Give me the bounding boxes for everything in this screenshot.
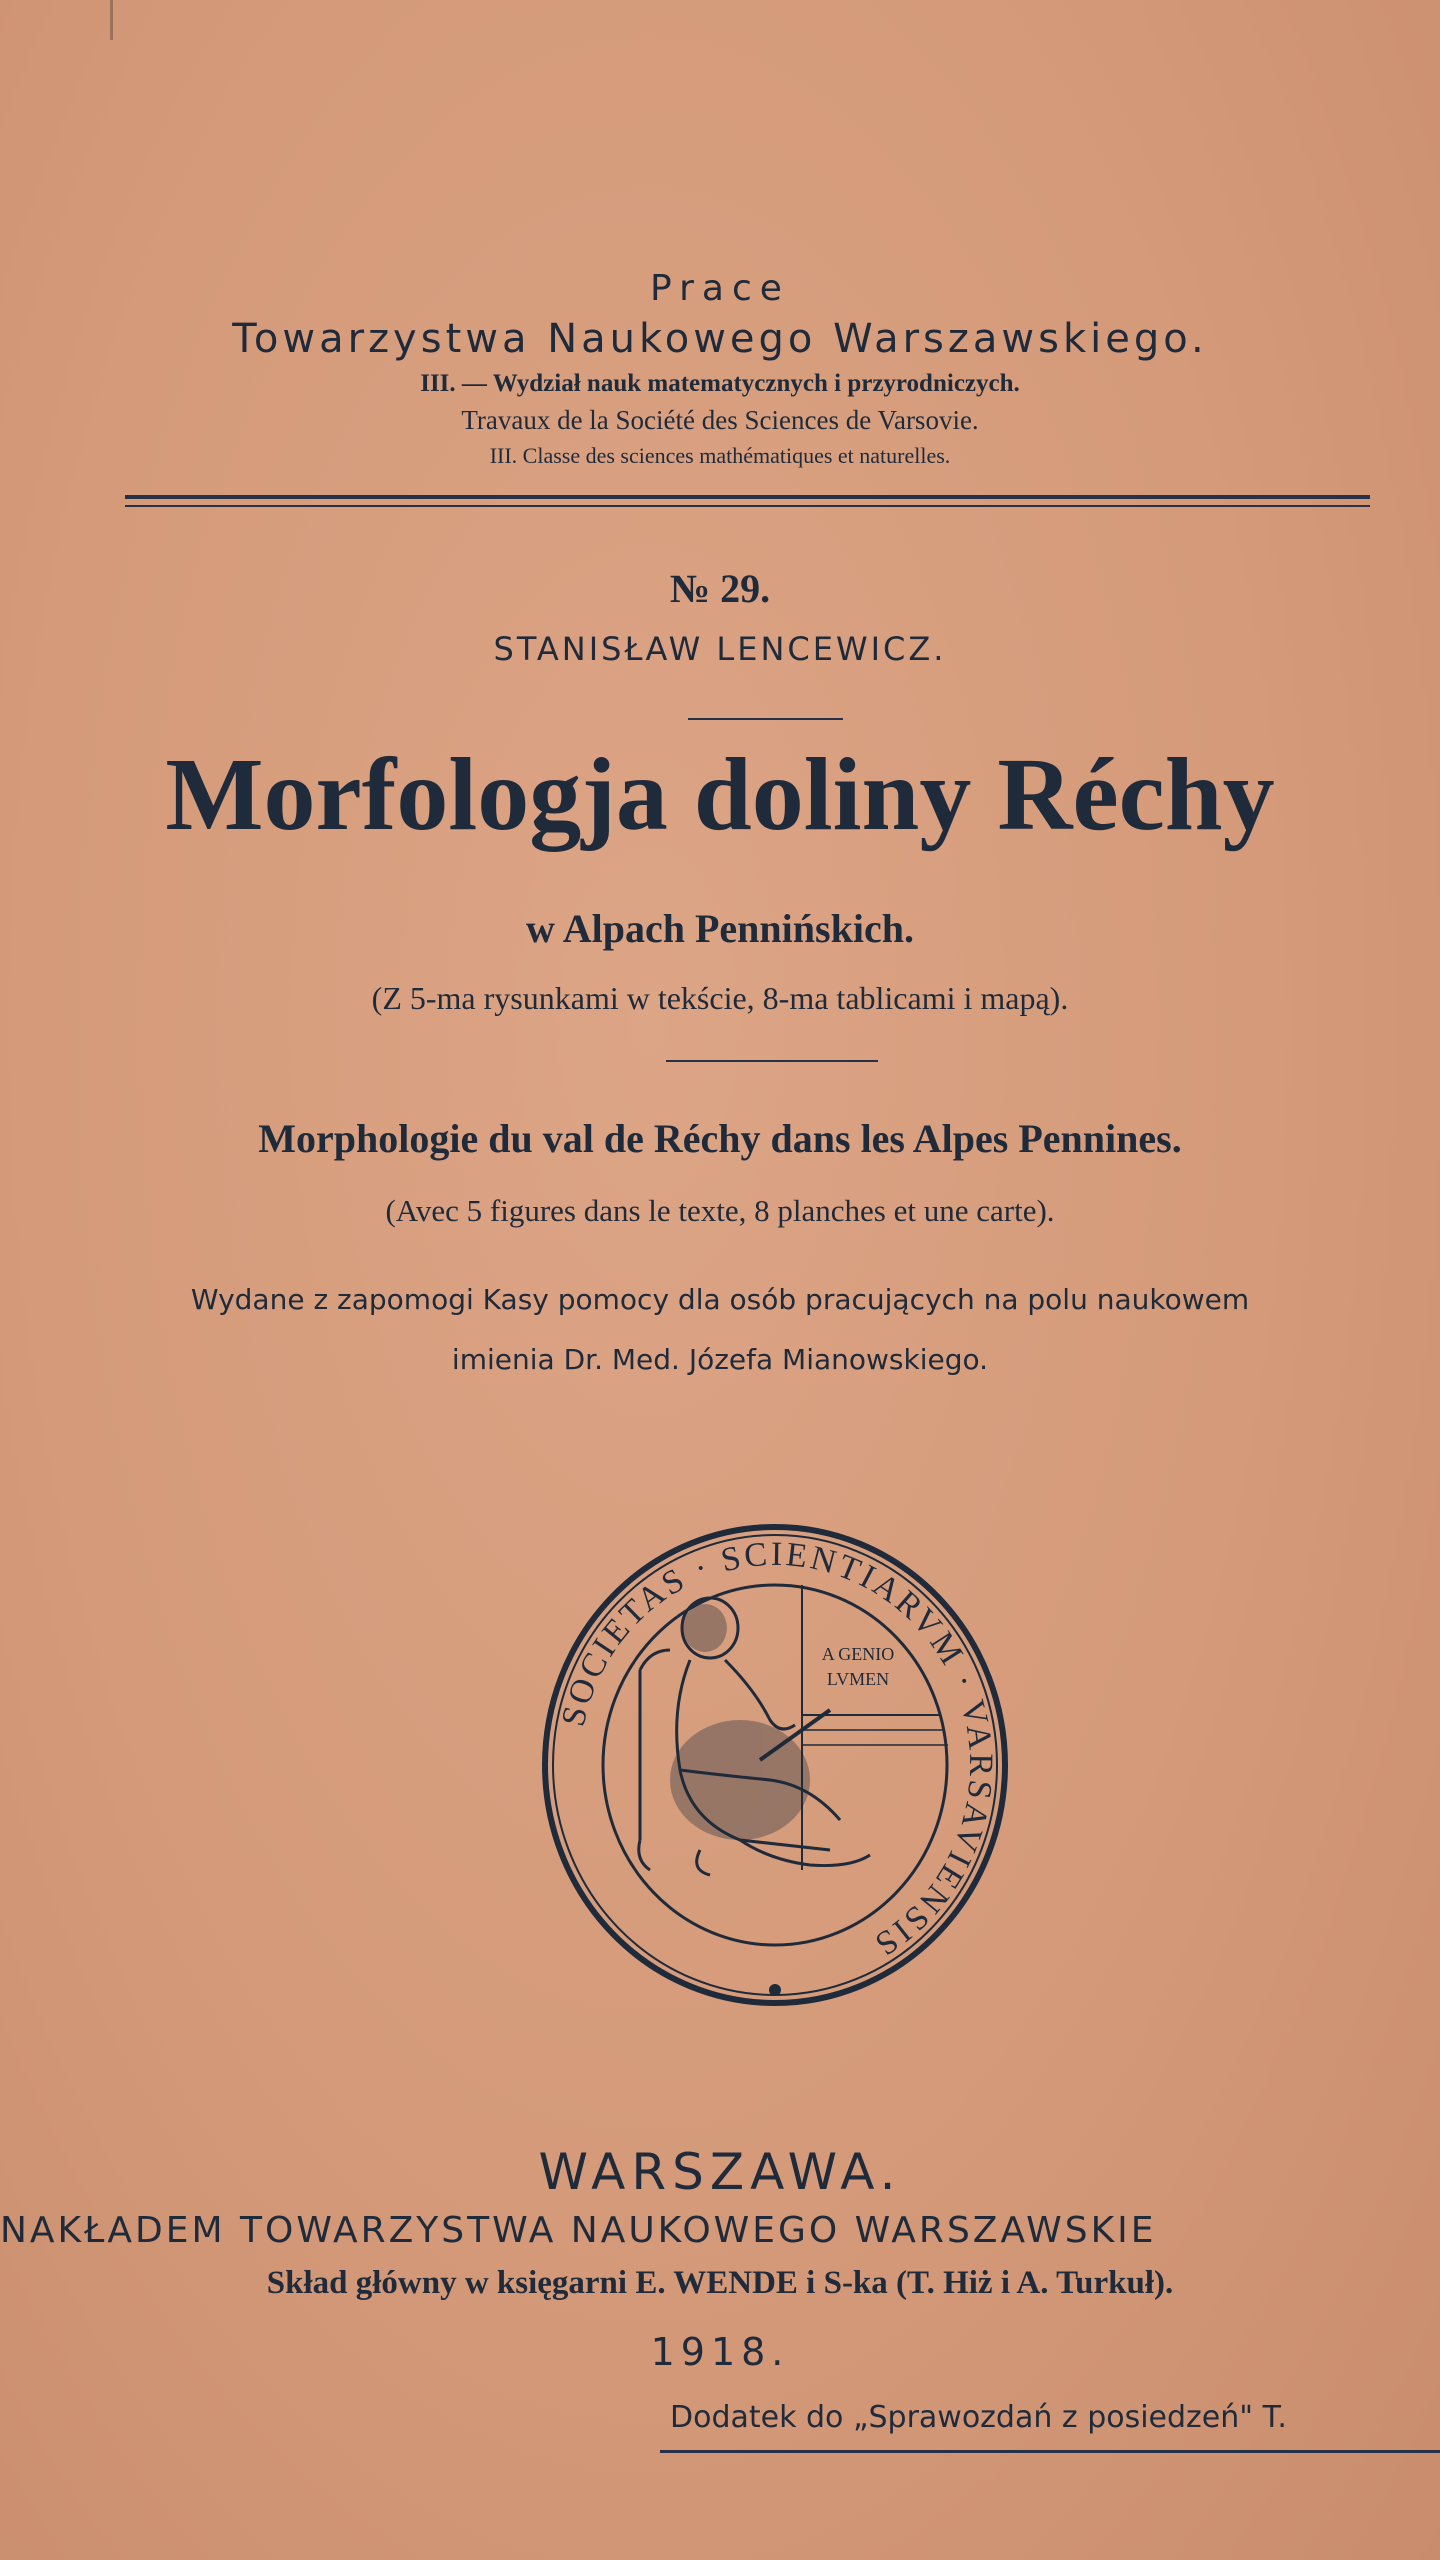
society-name: Towarzystwa Naukowego Warszawskiego. xyxy=(232,316,1208,362)
division-fr: III. Classe des sciences mathématiques et naturelles. xyxy=(489,443,951,468)
seal-motto-line-1: A GENIO xyxy=(821,1644,895,1664)
author-separator xyxy=(688,718,843,720)
title-separator xyxy=(666,1060,878,1062)
imprint-city: WARSZAWA. xyxy=(538,2143,902,2201)
seal-bottom-dot xyxy=(769,1984,781,1996)
imprint-publisher: NAKŁADEM TOWARZYSTWA NAUKOWEGO WARSZAWSKIE xyxy=(0,2210,1157,2251)
header-rule-thin xyxy=(125,505,1370,507)
subtitle-pl: w Alpach Pennińskich. xyxy=(526,906,914,951)
supplement-rule xyxy=(660,2450,1440,2453)
funding-line-2: imienia Dr. Med. Józefa Mianowskiego. xyxy=(451,1343,989,1376)
society-seal xyxy=(540,1520,1010,2010)
imprint-year: 1918. xyxy=(650,2330,790,2374)
issue-number: № 29. xyxy=(669,566,771,611)
main-title-fr: Morphologie du val de Réchy dans les Alpes Pennines. xyxy=(258,1116,1182,1161)
seal-ring-text: SOCIETAS · SCIENTIARVM · VARSAVIENSIS xyxy=(554,1535,1000,1965)
funding-line-1: Wydane z zapomogi Kasy pomocy dla osób pracujących na polu naukowem xyxy=(190,1283,1250,1316)
note-pl: (Z 5-ma rysunkami w tekście, 8-ma tablicami i mapą). xyxy=(371,980,1069,1016)
seal-motto-line-2: LVMEN xyxy=(826,1669,890,1689)
society-fr: Travaux de la Société des Sciences de Varsovie. xyxy=(461,405,979,435)
series-word: Prace xyxy=(650,268,790,309)
imprint-store: Skład główny w księgarni E. WENDE i S-ka (T. Hiż i A. Turkuł). xyxy=(266,2265,1174,2301)
supplement-note: Dodatek do „Sprawozdań z posiedzeń" T. xyxy=(670,2400,1287,2435)
paper-crease xyxy=(110,0,113,40)
author-name: STANISŁAW LENCEWICZ. xyxy=(493,630,947,668)
note-fr: (Avec 5 figures dans le texte, 8 planches et une carte). xyxy=(385,1193,1055,1228)
main-title-pl: Morfologja doliny Réchy xyxy=(165,737,1275,852)
header-rule-thick xyxy=(125,495,1370,499)
division-pl: III. — Wydział nauk matematycznych i przyrodniczych. xyxy=(420,370,1020,397)
